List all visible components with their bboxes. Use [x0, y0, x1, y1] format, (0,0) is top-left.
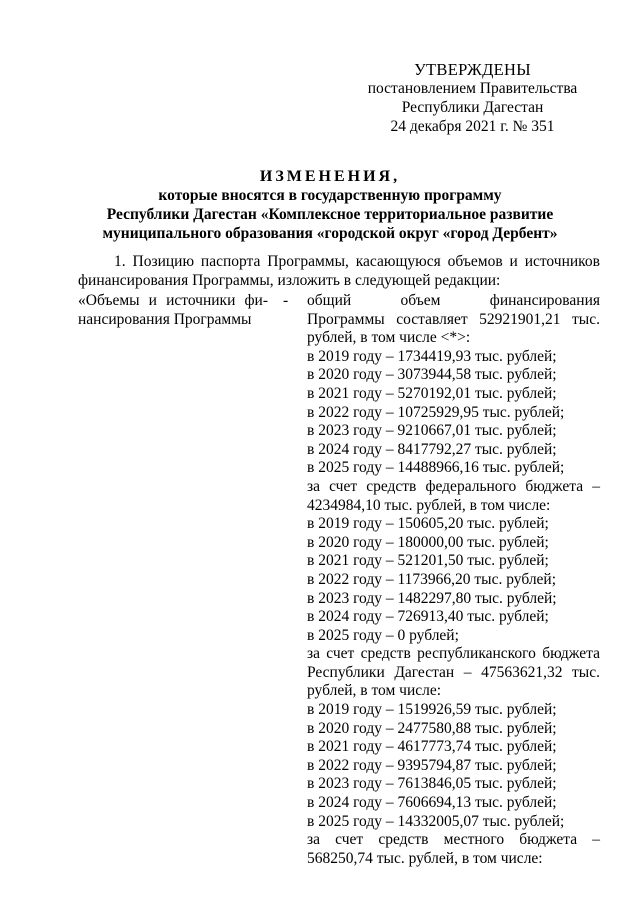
republic-budget-line-1-word: счет	[326, 645, 355, 663]
federal-budget-year-line: 4234984,10 тыс. рублей, в том числе:	[307, 496, 551, 514]
federal-budget-line-word: средств	[366, 477, 417, 495]
title-line-3: муниципального образования «городской округ «город Дербент»	[102, 225, 558, 242]
federal-budget-line-word: счет	[329, 477, 358, 495]
left-cell-line-2: нансирования Программы	[78, 310, 252, 328]
total-funding-line-1-word: общий	[307, 292, 352, 309]
total-funding-line-2-word: 52921901,21	[479, 310, 561, 328]
republic-budget-year-line: в 2024 году – 7606694,13 тыс. рублей;	[307, 794, 557, 812]
republic-budget-line-2-word: –	[463, 663, 472, 681]
local-budget-line-word: средств	[378, 831, 429, 849]
left-cell-line-1-word: фи-	[244, 292, 268, 309]
republic-budget-line-1-word: республиканского	[417, 645, 536, 663]
total-funding-line-2-word: тыс.	[572, 310, 600, 328]
total-funding-line-1	[307, 292, 600, 311]
republic-budget-year-line: в 2025 году – 14332005,07 тыс. рублей;	[307, 812, 565, 830]
federal-budget-line-word: бюджета	[525, 477, 584, 495]
total-funding-line-2	[307, 311, 600, 330]
republic-budget-year-line: в 2020 году – 2477580,88 тыс. рублей;	[307, 719, 557, 737]
local-budget-line-word: за	[307, 831, 321, 849]
intro-line-1-word: объемов	[447, 253, 503, 270]
total-funding-line-2-word: составляет	[396, 310, 468, 328]
republic-budget-line-2-word: тыс.	[572, 663, 600, 681]
intro-line-1-word: 1.	[114, 253, 126, 270]
intro-line-1-word: источников	[524, 253, 600, 270]
intro-line-1-word: Программы,	[267, 253, 349, 270]
approved-authority-line: Республики Дагестан	[401, 99, 544, 116]
total-funding-line-1-word: финансирования	[489, 292, 600, 309]
total-funding-year-line: в 2024 году – 8417792,27 тыс. рублей;	[307, 440, 557, 458]
approval-stamp	[355, 60, 590, 136]
intro-line-1-word: касающуюся	[355, 253, 441, 270]
federal-budget-year-line: в 2024 году – 726913,40 тыс. рублей;	[307, 608, 549, 626]
republic-budget-year-line: в 2023 году – 7613846,05 тыс. рублей;	[307, 775, 557, 793]
republic-budget-line-2-word: Республики	[307, 663, 385, 681]
republic-budget-line-1	[307, 645, 600, 664]
federal-budget-line	[307, 478, 600, 497]
federal-budget-year-line: в 2025 году – 0 рублей;	[307, 626, 459, 644]
republic-budget-year-line: в 2019 году – 1519926,59 тыс. рублей;	[307, 701, 557, 719]
left-cell-line-1-word: источники	[166, 292, 236, 309]
republic-budget-line-2	[307, 664, 600, 683]
federal-budget-year-line: в 2020 году – 180000,00 тыс. рублей;	[307, 533, 549, 551]
republic-budget-year-line: в 2021 году – 4617773,74 тыс. рублей;	[307, 738, 557, 756]
title-heading: ИЗМЕНЕНИЯ,	[259, 168, 401, 185]
left-cell-line-1	[78, 292, 268, 311]
republic-budget-line-1-word: средств	[360, 645, 411, 663]
local-budget-line-word: –	[592, 831, 600, 849]
left-cell-line-1-word: и	[148, 292, 157, 309]
local-budget-line-word: бюджета	[519, 831, 578, 849]
total-funding-line-1-word: объем	[400, 292, 441, 309]
republic-budget-line-2-word: 47563621,32	[481, 663, 563, 681]
title-line-2: Республики Дагестан «Комплексное территориальное развитие	[106, 206, 554, 223]
federal-budget-line-word: федерального	[425, 477, 517, 495]
title-line-1: которые вносятся в государственную программу	[158, 187, 502, 204]
intro-line-1	[78, 252, 600, 271]
approved-date-line: 24 декабря 2021 г. № 351	[390, 118, 555, 135]
table-left-cell	[78, 292, 268, 329]
total-funding-year-line: в 2019 году – 1734419,93 тыс. рублей;	[307, 347, 557, 365]
federal-budget-year-line: в 2022 году – 1173966,20 тыс. рублей;	[307, 570, 557, 588]
total-funding-year-line: в 2022 году – 10725929,95 тыс. рублей;	[307, 403, 565, 421]
intro-line-2: финансирования Программы, изложить в следующей редакции:	[78, 272, 501, 289]
approved-by-line: постановлением Правительства	[367, 80, 578, 97]
intro-paragraph	[78, 252, 600, 290]
federal-budget-year-line: в 2021 году – 521201,50 тыс. рублей;	[307, 552, 549, 570]
republic-budget-line-1-word: бюджета	[542, 645, 600, 663]
republic-budget-line-1-word: за	[307, 645, 321, 663]
approved-heading: УТВЕРЖДЕНЫ	[414, 60, 531, 79]
table-dash: -	[283, 292, 289, 309]
total-funding-year-line: в 2025 году – 14488966,16 тыс. рублей;	[307, 459, 565, 477]
intro-line-1-word: Позицию	[132, 253, 195, 270]
local-budget-line-word: счет	[335, 831, 364, 849]
federal-budget-line-word: –	[592, 477, 600, 495]
intro-line-1-word: паспорта	[200, 253, 261, 270]
federal-budget-year-line: в 2023 году – 1482297,80 тыс. рублей;	[307, 589, 557, 607]
republic-budget-year-line: в 2022 году – 9395794,87 тыс. рублей;	[307, 756, 557, 774]
total-funding-year-line: в 2020 году – 3073944,58 тыс. рублей;	[307, 366, 557, 384]
intro-line-1-word: и	[509, 253, 518, 270]
local-budget-line	[307, 831, 600, 850]
local-budget-total-line: 568250,74 тыс. рублей, в том числе:	[307, 849, 543, 867]
republic-budget-year-line: рублей, в том числе:	[307, 682, 442, 700]
republic-budget-line-2-word: Дагестан	[394, 663, 455, 681]
total-funding-year-line: рублей, в том числе <*>:	[307, 329, 471, 347]
table-right-cell	[307, 292, 600, 868]
local-budget-line-word: местного	[443, 831, 505, 849]
total-funding-line-2-word: Программы	[307, 310, 385, 328]
federal-budget-line-word: за	[307, 477, 321, 495]
total-funding-year-line: в 2021 году – 5270192,01 тыс. рублей;	[307, 384, 557, 402]
total-funding-year-line: в 2023 году – 9210667,01 тыс. рублей;	[307, 422, 557, 440]
federal-budget-year-line: в 2019 году – 150605,20 тыс. рублей;	[307, 515, 549, 533]
document-title	[60, 167, 600, 243]
left-cell-line-1-word: «Объемы	[78, 292, 140, 309]
